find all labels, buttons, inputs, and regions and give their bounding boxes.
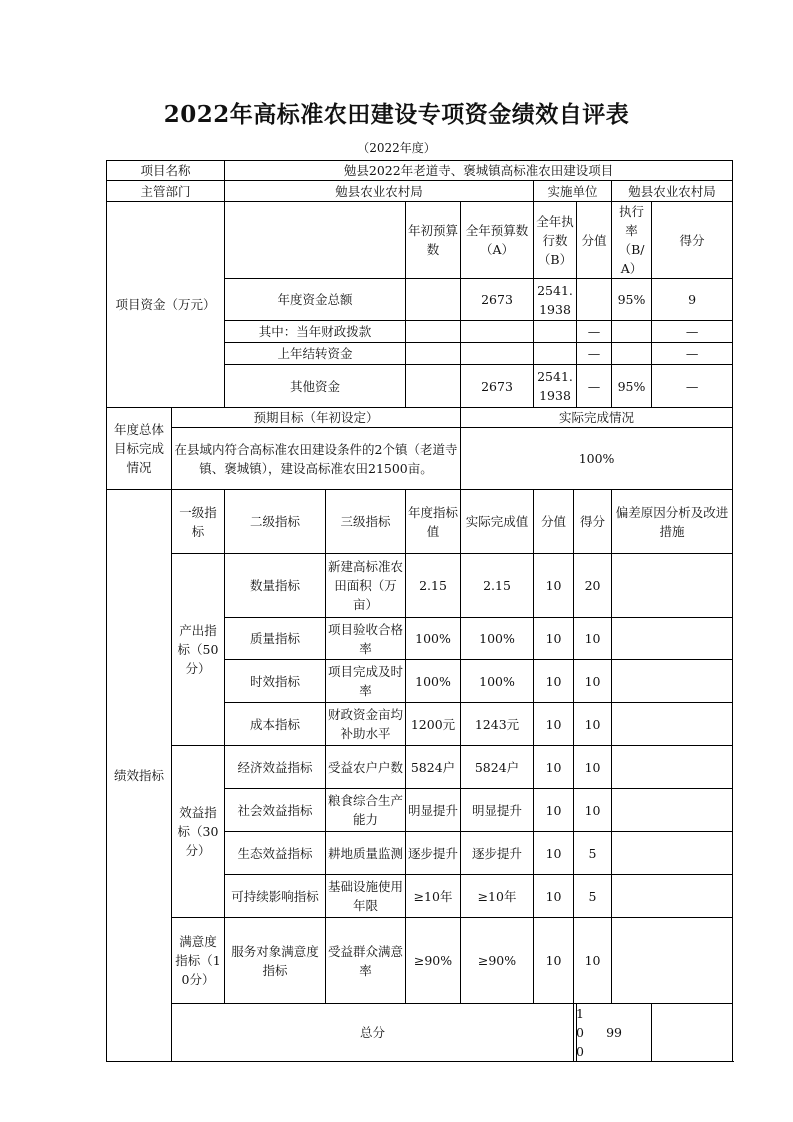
perf-score: 10 — [574, 918, 612, 1004]
funds-cell-score-value: — — [577, 321, 612, 343]
perf-reason — [612, 703, 733, 746]
perf-l2: 数量指标 — [225, 554, 326, 618]
funds-cell-rate: 95% — [612, 365, 652, 408]
perf-actual: 1243元 — [461, 703, 534, 746]
perf-l2: 时效指标 — [225, 660, 326, 703]
perf-header-l1: 一级指标 — [172, 490, 225, 554]
perf-reason — [612, 832, 733, 875]
funds-cell-rate — [612, 321, 652, 343]
funds-cell-initial — [406, 365, 461, 408]
perf-actual: 逐步提升 — [461, 832, 534, 875]
funds-cell-executed — [534, 343, 577, 365]
funds-cell-budget — [461, 343, 534, 365]
funds-row-name: 其他资金 — [225, 365, 406, 408]
funds-cell-score: — — [652, 321, 733, 343]
funds-cell-budget: 2673 — [461, 279, 534, 321]
perf-l3: 项目验收合格率 — [326, 618, 406, 660]
funds-header-executed: 全年执行数（B） — [534, 202, 577, 279]
perf-header-score: 得分 — [574, 490, 612, 554]
perf-reason — [612, 746, 733, 789]
goals-expected-text: 在县域内符合高标准农田建设条件的2个镇（老道寺镇、褒城镇），建设高标准农田21500亩。 — [172, 428, 461, 490]
perf-actual: 5824户 — [461, 746, 534, 789]
funds-cell-rate — [612, 343, 652, 365]
perf-actual: 100% — [461, 618, 534, 660]
goals-actual-text: 100% — [461, 428, 733, 490]
funds-cell-initial — [406, 321, 461, 343]
perf-header-l2: 二级指标 — [225, 490, 326, 554]
perf-l3: 受益农户户数 — [326, 746, 406, 789]
funds-cell-score: — — [652, 343, 733, 365]
perf-l3: 受益群众满意率 — [326, 918, 406, 1004]
perf-reason — [612, 618, 733, 660]
perf-score: 10 — [574, 618, 612, 660]
perf-group-satisfaction: 满意度指标（10分） — [172, 918, 225, 1004]
dept-value: 勉县农业农村局 — [225, 181, 534, 202]
perf-target: 1200元 — [406, 703, 461, 746]
funds-cell-initial — [406, 343, 461, 365]
perf-target: 5824户 — [406, 746, 461, 789]
perf-target: 逐步提升 — [406, 832, 461, 875]
funds-row-name: 上年结转资金 — [225, 343, 406, 365]
goals-actual-header: 实际完成情况 — [461, 408, 733, 428]
perf-l3: 耕地质量监测 — [326, 832, 406, 875]
perf-reason — [612, 918, 733, 1004]
perf-target: ≥10年 — [406, 875, 461, 918]
perf-value: 10 — [534, 660, 574, 703]
funds-cell-score-value: — — [577, 365, 612, 408]
perf-value: 10 — [534, 789, 574, 832]
impl-value: 勉县农业农村局 — [612, 181, 733, 202]
perf-l3: 基础设施使用年限 — [326, 875, 406, 918]
perf-actual: 2.15 — [461, 554, 534, 618]
evaluation-table — [106, 160, 733, 1062]
project-name-label: 项目名称 — [107, 161, 225, 181]
total-label: 总分 — [172, 1004, 574, 1062]
total-blank — [652, 1004, 733, 1062]
goals-expected-header: 预期目标（年初设定） — [172, 408, 461, 428]
perf-l2: 成本指标 — [225, 703, 326, 746]
perf-l2: 服务对象满意度指标 — [225, 918, 326, 1004]
perf-group-output: 产出指标（50分） — [172, 554, 225, 746]
total-score: 99 — [577, 1004, 652, 1062]
perf-score: 10 — [574, 703, 612, 746]
perf-l2: 可持续影响指标 — [225, 875, 326, 918]
page-title: 2022年高标准农田建设专项资金绩效自评表 — [163, 101, 630, 128]
perf-value: 10 — [534, 875, 574, 918]
perf-actual: ≥10年 — [461, 875, 534, 918]
total-value: 100 — [574, 1004, 577, 1062]
perf-target: ≥90% — [406, 918, 461, 1004]
funds-cell-initial — [406, 279, 461, 321]
perf-target: 明显提升 — [406, 789, 461, 832]
funds-header-score: 得分 — [652, 202, 733, 279]
funds-header-score-value: 分值 — [577, 202, 612, 279]
perf-header-actual: 实际完成值 — [461, 490, 534, 554]
perf-label: 绩效指标 — [107, 490, 172, 1062]
perf-value: 10 — [534, 618, 574, 660]
funds-cell-executed: 2541.1938 — [534, 365, 577, 408]
perf-value: 10 — [534, 746, 574, 789]
funds-cell-score-value: — — [577, 343, 612, 365]
perf-target: 100% — [406, 618, 461, 660]
funds-header-blank — [225, 202, 406, 279]
funds-header-rate: 执行率（B/A） — [612, 202, 652, 279]
perf-l2: 生态效益指标 — [225, 832, 326, 875]
perf-score: 5 — [574, 832, 612, 875]
perf-l3: 财政资金亩均补助水平 — [326, 703, 406, 746]
funds-cell-rate: 95% — [612, 279, 652, 321]
perf-l2: 社会效益指标 — [225, 789, 326, 832]
perf-actual: ≥90% — [461, 918, 534, 1004]
perf-actual: 明显提升 — [461, 789, 534, 832]
perf-actual: 100% — [461, 660, 534, 703]
goals-label: 年度总体目标完成情况 — [107, 408, 172, 490]
perf-reason — [612, 875, 733, 918]
perf-header-reason: 偏差原因分析及改进措施 — [612, 490, 733, 554]
perf-header-value: 分值 — [534, 490, 574, 554]
funds-cell-budget — [461, 321, 534, 343]
funds-label: 项目资金（万元） — [107, 202, 225, 408]
year-label: （2022年度） — [357, 141, 436, 155]
perf-score: 10 — [574, 746, 612, 789]
dept-label: 主管部门 — [107, 181, 225, 202]
perf-score: 10 — [574, 660, 612, 703]
perf-group-benefit: 效益指标（30分） — [172, 746, 225, 918]
funds-cell-score: — — [652, 365, 733, 408]
perf-reason — [612, 554, 733, 618]
impl-label: 实施单位 — [534, 181, 612, 202]
perf-score: 20 — [574, 554, 612, 618]
funds-row-name: 其中：当年财政拨款 — [225, 321, 406, 343]
perf-l2: 质量指标 — [225, 618, 326, 660]
funds-header-initial: 年初预算数 — [406, 202, 461, 279]
perf-l3: 粮食综合生产能力 — [326, 789, 406, 832]
perf-l3: 新建高标准农田面积（万亩） — [326, 554, 406, 618]
perf-header-target: 年度指标值 — [406, 490, 461, 554]
perf-l3: 项目完成及时率 — [326, 660, 406, 703]
perf-value: 10 — [534, 918, 574, 1004]
perf-target: 100% — [406, 660, 461, 703]
perf-score: 10 — [574, 789, 612, 832]
funds-cell-executed — [534, 321, 577, 343]
perf-header-l3: 三级指标 — [326, 490, 406, 554]
perf-value: 10 — [534, 832, 574, 875]
perf-target: 2.15 — [406, 554, 461, 618]
perf-l2: 经济效益指标 — [225, 746, 326, 789]
funds-cell-budget: 2673 — [461, 365, 534, 408]
perf-value: 10 — [534, 554, 574, 618]
funds-cell-score-value — [577, 279, 612, 321]
funds-cell-score: 9 — [652, 279, 733, 321]
perf-reason — [612, 789, 733, 832]
funds-header-budget: 全年预算数（A） — [461, 202, 534, 279]
project-name-value: 勉县2022年老道寺、褒城镇高标准农田建设项目 — [225, 161, 733, 181]
funds-row-name: 年度资金总额 — [225, 279, 406, 321]
funds-cell-executed: 2541.1938 — [534, 279, 577, 321]
perf-value: 10 — [534, 703, 574, 746]
perf-score: 5 — [574, 875, 612, 918]
perf-reason — [612, 660, 733, 703]
